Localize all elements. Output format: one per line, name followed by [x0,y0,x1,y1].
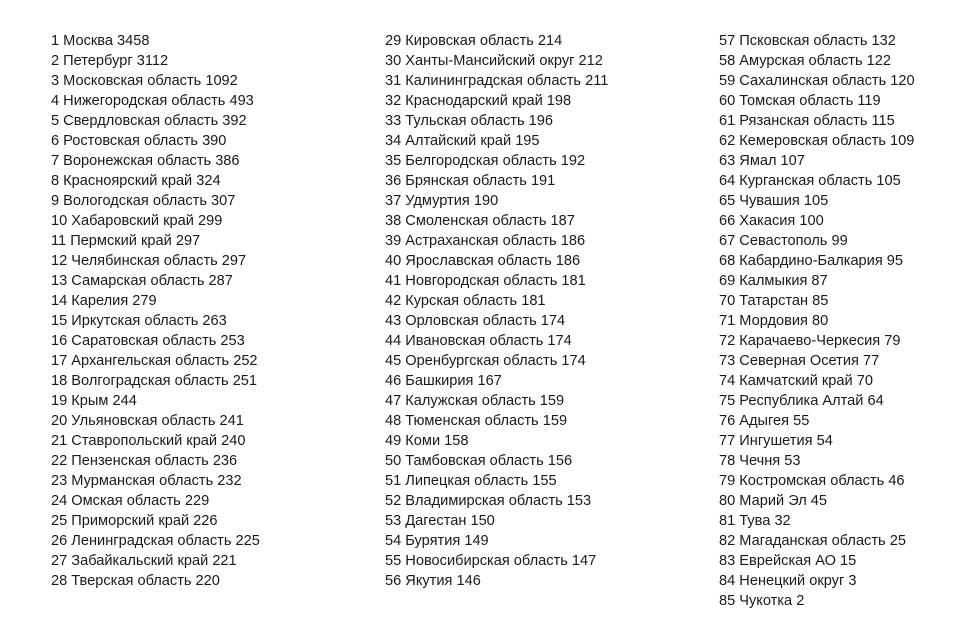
list-item: 82 Магаданская область 25 [719,533,906,549]
list-item: 9 Вологодская область 307 [51,193,236,209]
list-item: 6 Ростовская область 390 [51,133,227,149]
list-item: 66 Хакасия 100 [719,213,824,229]
list-item: 33 Тульская область 196 [385,113,553,129]
list-item: 53 Дагестан 150 [385,513,495,529]
list-item: 52 Владимирская область 153 [385,493,592,509]
list-item: 20 Ульяновская область 241 [51,413,244,429]
list-item: 57 Псковская область 132 [719,33,896,49]
list-item: 4 Нижегородская область 493 [51,93,254,109]
list-item: 49 Коми 158 [385,433,469,449]
list-item: 70 Татарстан 85 [719,293,829,309]
list-item: 23 Мурманская область 232 [51,473,242,489]
list-item: 29 Кировская область 214 [385,33,563,49]
list-item: 68 Кабардино-Балкария 95 [719,253,904,269]
list-item: 37 Удмуртия 190 [385,193,499,209]
list-item: 27 Забайкальский край 221 [51,553,237,569]
list-item: 34 Алтайский край 195 [385,133,540,149]
list-item: 19 Крым 244 [51,393,137,409]
list-item: 51 Липецкая область 155 [385,473,557,489]
list-item: 18 Волгоградская область 251 [51,373,258,389]
ranking-column-1 [51,31,260,591]
list-item: 77 Ингушетия 54 [719,433,833,449]
list-item: 12 Челябинская область 297 [51,253,247,269]
list-item: 44 Ивановская область 174 [385,333,572,349]
list-item: 32 Краснодарский край 198 [385,93,572,109]
list-item: 14 Карелия 279 [51,293,157,309]
list-item: 1 Москва 3458 [51,33,150,49]
list-item: 46 Башкирия 167 [385,373,502,389]
list-item: 72 Карачаево-Черкесия 79 [719,333,901,349]
list-item: 64 Курганская область 105 [719,173,901,189]
list-item: 58 Амурская область 122 [719,53,891,69]
list-item: 26 Ленинградская область 225 [51,533,260,549]
list-item: 79 Костромская область 46 [719,473,905,489]
list-item: 38 Смоленская область 187 [385,213,575,229]
list-item: 7 Воронежская область 386 [51,153,240,169]
list-item: 80 Марий Эл 45 [719,493,828,509]
list-item: 30 Ханты-Мансийский округ 212 [385,53,603,69]
list-item: 10 Хабаровский край 299 [51,213,223,229]
list-item: 81 Тува 32 [719,513,791,529]
list-item: 65 Чувашия 105 [719,193,829,209]
list-item: 25 Приморский край 226 [51,513,218,529]
list-item: 59 Сахалинская область 120 [719,73,915,89]
list-item: 15 Иркутская область 263 [51,313,227,329]
list-item: 17 Архангельская область 252 [51,353,258,369]
list-item: 16 Саратовская область 253 [51,333,245,349]
list-item: 50 Тамбовская область 156 [385,453,573,469]
list-item: 45 Оренбургская область 174 [385,353,586,369]
list-item: 54 Бурятия 149 [385,533,489,549]
list-item: 61 Рязанская область 115 [719,113,895,129]
list-item: 71 Мордовия 80 [719,313,829,329]
list-item: 13 Самарская область 287 [51,273,233,289]
list-item: 24 Омская область 229 [51,493,210,509]
list-item: 84 Ненецкий округ 3 [719,573,857,589]
list-item: 73 Северная Осетия 77 [719,353,880,369]
list-item: 63 Ямал 107 [719,153,805,169]
list-item: 40 Ярославская область 186 [385,253,581,269]
list-item: 67 Севастополь 99 [719,233,848,249]
list-item: 41 Новгородская область 181 [385,273,586,289]
list-item: 42 Курская область 181 [385,293,546,309]
list-item: 62 Кемеровская область 109 [719,133,915,149]
list-item: 8 Красноярский край 324 [51,173,221,189]
list-item: 36 Брянская область 191 [385,173,556,189]
list-item: 39 Астраханская область 186 [385,233,586,249]
list-item: 56 Якутия 146 [385,573,481,589]
list-item: 78 Чечня 53 [719,453,801,469]
list-item: 55 Новосибирская область 147 [385,553,597,569]
list-item: 48 Тюменская область 159 [385,413,568,429]
list-item: 2 Петербург 3112 [51,53,169,69]
list-item: 5 Свердловская область 392 [51,113,247,129]
list-item: 83 Еврейская АО 15 [719,553,857,569]
list-item: 75 Республика Алтай 64 [719,393,884,409]
list-item: 60 Томская область 119 [719,93,881,109]
list-item: 76 Адыгея 55 [719,413,810,429]
list-item: 3 Московская область 1092 [51,73,238,89]
list-item: 74 Камчатский край 70 [719,373,873,389]
list-item: 85 Чукотка 2 [719,593,805,609]
list-item: 11 Пермский край 297 [51,233,201,249]
list-item: 21 Ставропольский край 240 [51,433,246,449]
list-item: 47 Калужская область 159 [385,393,565,409]
ranking-column-3 [719,31,915,611]
list-item: 31 Калининградская область 211 [385,73,609,89]
ranking-column-2 [385,31,608,591]
list-item: 22 Пензенская область 236 [51,453,238,469]
list-item: 28 Тверская область 220 [51,573,220,589]
list-item: 69 Калмыкия 87 [719,273,828,289]
list-item: 35 Белгородская область 192 [385,153,586,169]
list-item: 43 Орловская область 174 [385,313,566,329]
